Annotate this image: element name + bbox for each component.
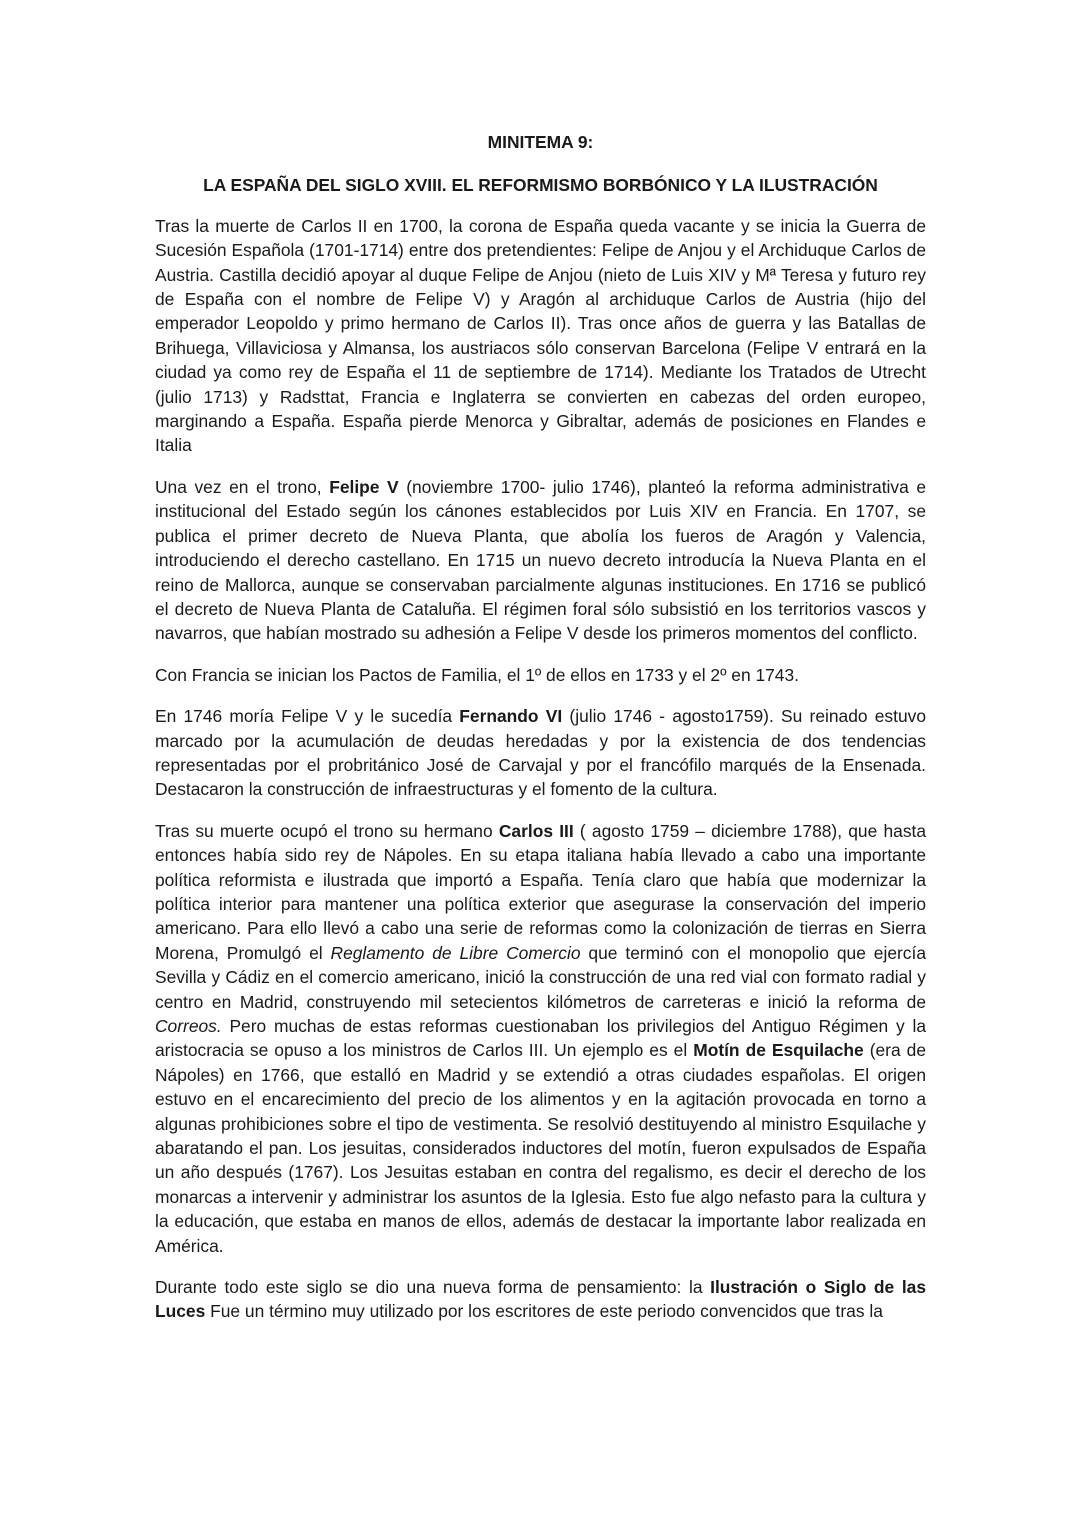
text-run: Pero muchas de estas reformas cuestionaban los privilegios del Antiguo Régimen y la aristocracia se opuso a los ministros de Carlos III. Un ejemplo es el [155,1016,926,1061]
paragraph-carlos-iii [155,819,926,1258]
document-subtitle: LA ESPAÑA DEL SIGLO XVIII. EL REFORMISMO BORBÓNICO Y LA ILUSTRACIÓN [203,175,878,196]
paragraph-fernando-vi [155,704,926,802]
paragraph-family-pacts: Con Francia se inician los Pactos de Familia, el 1º de ellos en 1733 y el 2º en 1743. [155,664,799,685]
bold-felipe-v: Felipe V [329,476,399,497]
bold-fernando-vi: Fernando VI [459,706,563,727]
bold-ilustracion: Ilustración o Siglo de las Luces [155,1277,926,1322]
text-run: Tras su muerte ocupó el trono su hermano [155,820,499,841]
paragraph-succession-war: Tras la muerte de Carlos II en 1700, la corona de España queda vacante y se inicia la Guerra de Sucesión Española (1701-1714) entre dos pretendientes: Felipe de Anjou y el Archiduque Carlos de Austria. Castilla decidió apoyar al duque Felipe de Anjou (nieto de Luis XIV y Mª Teresa y futuro rey de España con el nombre de Felipe V) y Aragón al archiduque Carlos de Austria (hijo del emperador Leopoldo y primo hermano de Carlos II). Tras once años de guerra y las Batallas de Brihuega, Villaviciosa y Almansa, los austriacos sólo conservan Barcelona (Felipe V entrará en la ciudad ya como rey de España el 11 de septiembre de 1714). Mediante los Tratados de Utrecht (julio 1713) y Radsttat, Francia e Inglaterra se convierten en cabezas del orden europeo, marginando a España. España pierde Menorca y Gibraltar, además de posiciones en Flandes e Italia [155,215,926,456]
text-run: (noviembre 1700- julio 1746), planteó la reforma administrativa e institucional del Estado según los cánones establecidos por Luis XIV en Francia. En 1707, se publica el primer decreto de Nueva Planta, que abolía los fueros de Aragón y Valencia, introduciendo el derecho castellano. En 1715 un nuevo decreto introducía la Nueva Planta en el reino de Mallorca, aunque se conservaban parcialmente algunas instituciones. En 1716 se publicó el decreto de Nueva Planta de Cataluña. El régimen foral sólo subsistió en los territorios vascos y navarros, que habían mostrado su adhesión a Felipe V desde los primeros momentos del conflicto. [155,476,926,644]
text-run: (era de Nápoles) en 1766, que estalló en Madrid y se extendió a otras ciudades españolas. El origen estuvo en el encarecimiento del precio de los alimentos y en la agitación provocada en torno a algunas prohibiciones sobre el tipo de vestimenta. Se resolvió destituyendo al ministro Esquilache y abaratando el pan. Los jesuitas, considerados inductores del motín, fueron expulsados de España un año después (1767). Los Jesuitas estaban en contra del regalismo, es decir el derecho de los monarcas a intervenir y administrar los asuntos de la Iglesia. Esto fue algo nefasto para la cultura y la educación, que estaba en manos de ellos, además de destacar la importante labor realizada en América. [155,1040,926,1256]
italic-reglamento: Reglamento de Libre Comercio [330,942,581,963]
text-run: Una vez en el trono, [155,476,330,497]
paragraph-felipe-v [155,475,926,646]
italic-correos: Correos. [155,1016,222,1036]
bold-carlos-iii: Carlos III [498,820,574,841]
text-run: Fue un término muy utilizado por los escritores de este periodo convencidos que tras la [205,1301,883,1322]
paragraph-ilustracion [155,1275,926,1324]
bold-motin-esquilache: Motín de Esquilache [693,1040,864,1061]
text-run: (julio 1746 - agosto1759). Su reinado estuvo marcado por la acumulación de deudas heredadas y por la existencia de dos tendencias representadas por el probritánico José de Carvajal y por el francófilo marqués de la Ensenada. Destacaron la construcción de infraestructuras y el fomento de la cultura. [155,706,926,800]
document-title: MINITEMA 9: [487,132,594,152]
text-run: ( agosto 1759 – diciembre 1788), que hasta entonces había sido rey de Nápoles. En su etapa italiana había llevado a cabo una importante política reformista e ilustrada que importó a España. Tenía claro que había que modernizar la política interior para mantener una política exterior que asegurase la conservación del imperio americano. Para ello llevó a cabo una serie de reformas como la colonización de tierras en Sierra Morena, Promulgó el [155,820,927,963]
document-page [155,130,926,1341]
text-run: Durante todo este siglo se dio una nueva forma de pensamiento: la [155,1277,711,1298]
text-run: En 1746 moría Felipe V y le sucedía [155,706,460,727]
text-run: que terminó con el monopolio que ejercía Sevilla y Cádiz en el comercio americano, inició la construcción de una red vial con formato radial y centro en Madrid, construyendo mil setecientos kilómetros de carreteras e inició la reforma de [155,942,926,1012]
